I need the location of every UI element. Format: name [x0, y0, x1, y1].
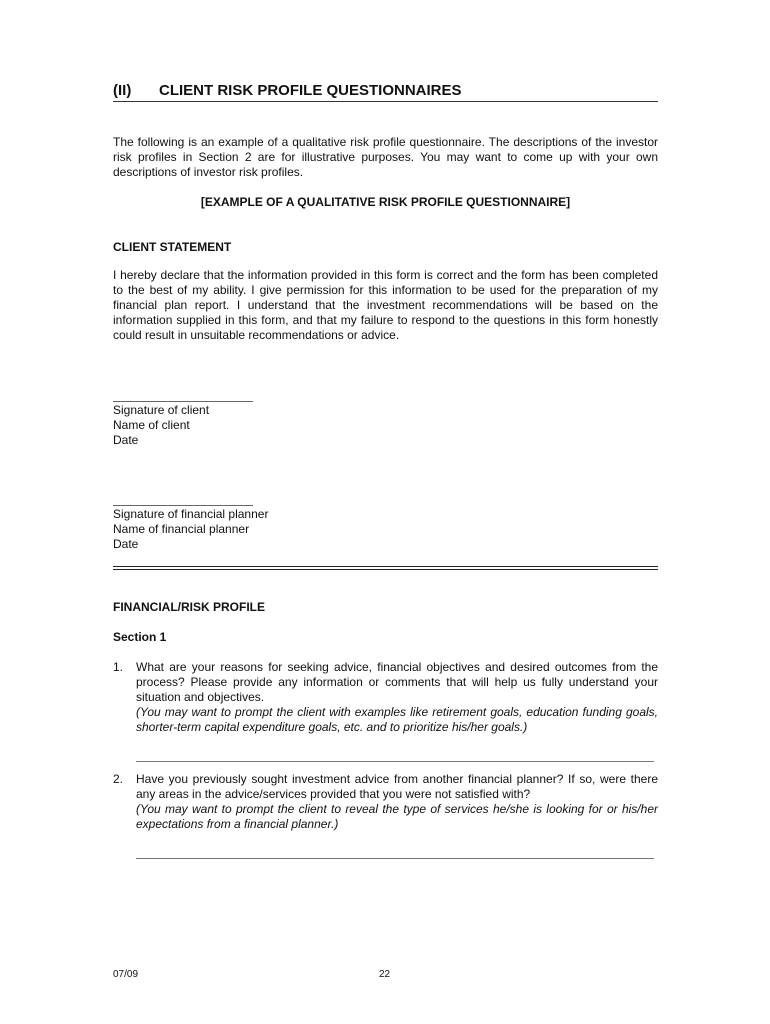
question-1-text: What are your reasons for seeking advice, financial objectives and desired outcomes from the process? Please provide any information or comments that will help us fully understand your situation and objectives.	[136, 660, 658, 704]
question-2-answer-line	[136, 858, 654, 859]
client-signature-line	[113, 401, 253, 402]
planner-signature-label: Signature of financial planner	[113, 507, 269, 521]
planner-signature-line	[113, 505, 253, 506]
section-divider	[113, 566, 658, 570]
financial-profile-title: FINANCIAL/RISK PROFILE	[113, 600, 265, 614]
client-date-label: Date	[113, 433, 139, 447]
example-title: [EXAMPLE OF A QUALITATIVE RISK PROFILE QUESTIONNAIRE]	[200, 195, 571, 209]
question-1-number: 1.	[113, 660, 124, 674]
planner-date-label: Date	[113, 537, 139, 551]
section-number: (II)	[113, 82, 132, 99]
question-2-text: Have you previously sought investment advice from another financial planner? If so, were there any areas in the advice/services provided that you were not satisfied with?	[136, 772, 658, 801]
question-1-prompt: (You may want to prompt the client with examples like retirement goals, education funding goals, shorter-term capital expenditure goals, etc. and to prioritize his/her goals.)	[136, 705, 658, 734]
client-statement-title: CLIENT STATEMENT	[113, 240, 232, 254]
question-1-answer-line	[136, 761, 654, 762]
section-title: CLIENT RISK PROFILE QUESTIONNAIRES	[159, 82, 462, 99]
footer-date-code: 07/09	[113, 969, 139, 980]
planner-name-label: Name of financial planner	[113, 522, 250, 536]
footer-page-number: 22	[379, 969, 391, 980]
client-statement-text: I hereby declare that the information provided in this form is correct and the form has been completed to the best of my ability. I give permission for this information to be used for the preparation of my financial plan report. I understand that the investment recommendations will be based on the information supplied in this form, and that my failure to respond to the questions in this form honestly could result in unsuitable recommendations or advice.	[113, 268, 658, 342]
question-1	[136, 660, 658, 735]
question-2-prompt: (You may want to prompt the client to reveal the type of services he/she is looking for or his/her expectations from a financial planner.)	[136, 802, 658, 831]
client-signature-label: Signature of client	[113, 403, 210, 417]
question-2	[136, 772, 658, 832]
question-2-number: 2.	[113, 772, 124, 786]
client-name-label: Name of client	[113, 418, 190, 432]
intro-paragraph: The following is an example of a qualitative risk profile questionnaire. The descriptions of the investor risk profiles in Section 2 are for illustrative purposes. You may want to come up with your own descriptions of investor risk profiles.	[113, 135, 658, 179]
section-heading	[113, 82, 658, 102]
section-1-label: Section 1	[113, 630, 167, 644]
